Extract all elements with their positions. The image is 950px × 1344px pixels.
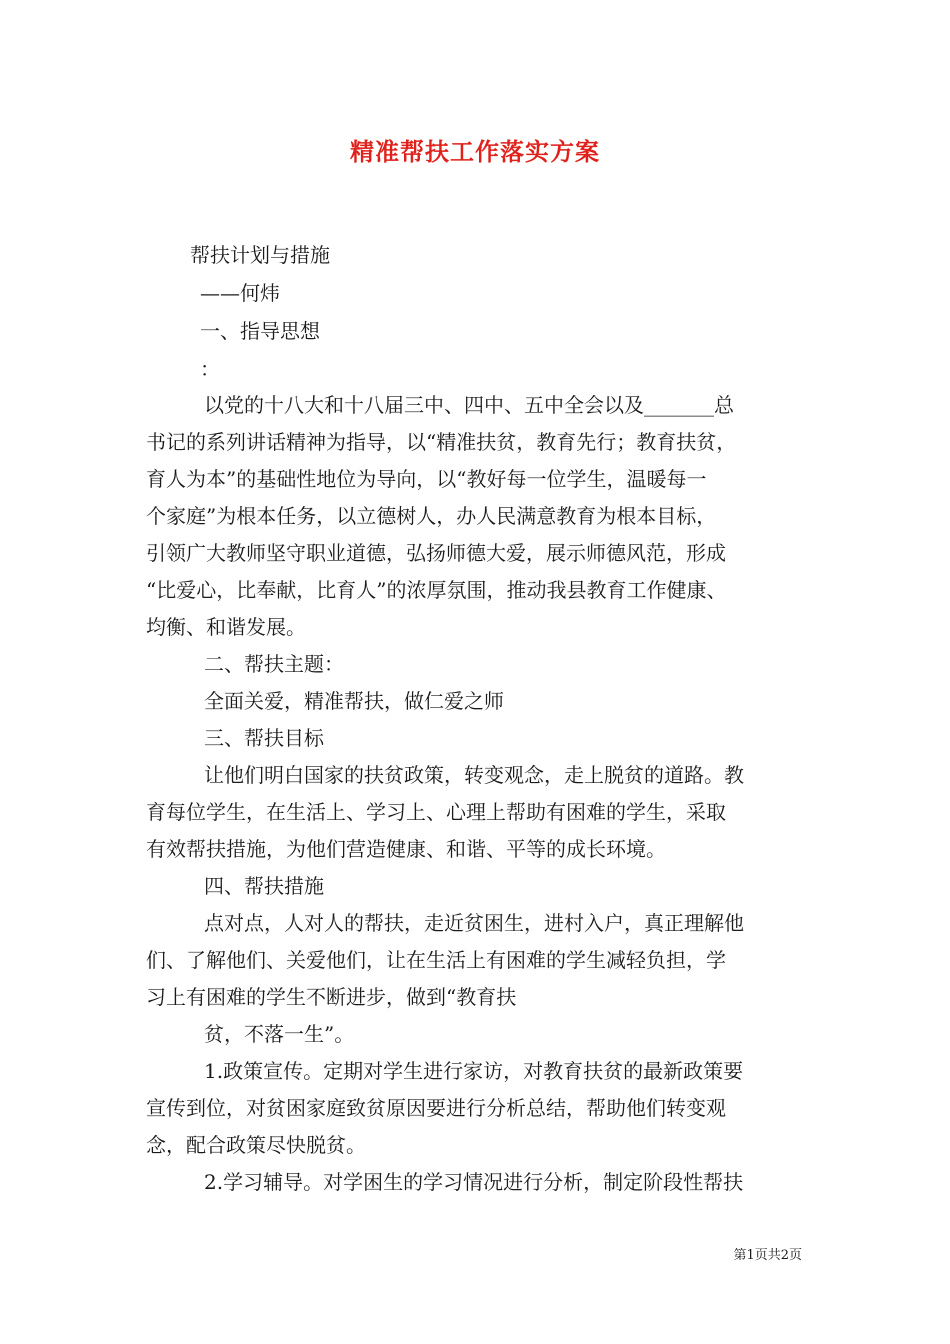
paragraph-line: 1.政策宣传。定期对学生进行家访，对教育扶贫的最新政策要 <box>204 1059 744 1083</box>
line-section-4: 四、帮扶措施 <box>204 874 324 898</box>
paragraph-line: 贫，不落一生”。 <box>204 1022 355 1046</box>
paragraph-line: 均衡、和谐发展。 <box>146 615 306 639</box>
paragraph-line: 育每位学生，在生活上、学习上、心理上帮助有困难的学生，采取 <box>146 800 726 824</box>
line-section-1: 一、指导思想 <box>200 319 320 343</box>
line-section-3: 三、帮扶目标 <box>204 726 324 750</box>
paragraph-line: 们、了解他们、关爱他们，让在生活上有困难的学生减轻负担，学 <box>146 948 726 972</box>
paragraph-line: 让他们明白国家的扶贫政策，转变观念，走上脱贫的道路。教 <box>204 763 744 787</box>
paragraph-line: 引领广大教师坚守职业道德，弘扬师德大爱，展示师德风范，形成 <box>146 541 726 565</box>
line-section-2: 二、帮扶主题： <box>204 652 344 676</box>
paragraph-line: 书记的系列讲话精神为指导，以“精准扶贫，教育先行；教育扶贫， <box>146 430 737 454</box>
line-author: ——何炜 <box>200 281 280 305</box>
paragraph-line: 个家庭”为根本任务，以立德树人，办人民满意教育为根本目标， <box>146 504 717 528</box>
paragraph-line: 以党的十八大和十八届三中、四中、五中全会以及_______总 <box>204 393 734 417</box>
paragraph-line: 2.学习辅导。对学困生的学习情况进行分析，制定阶段性帮扶 <box>204 1170 744 1194</box>
paragraph-line: 宣传到位，对贫困家庭致贫原因要进行分析总结，帮助他们转变观 <box>146 1096 726 1120</box>
paragraph-line: 全面关爱，精准帮扶，做仁爱之师 <box>204 689 504 713</box>
line-plan-heading: 帮扶计划与措施 <box>190 243 330 267</box>
line-colon: ： <box>200 357 220 381</box>
paragraph-line: “比爱心，比奉献，比育人”的浓厚氛围，推动我县教育工作健康、 <box>146 578 727 602</box>
paragraph-line: 点对点，人对人的帮扶，走近贫困生，进村入户，真正理解他 <box>204 911 744 935</box>
page-number: 第1页共2页 <box>733 1248 802 1263</box>
paragraph-line: 有效帮扶措施，为他们营造健康、和谐、平等的成长环境。 <box>146 837 666 861</box>
document-title: 精准帮扶工作落实方案 <box>350 137 600 166</box>
paragraph-line: 习上有困难的学生不断进步，做到“教育扶 <box>146 985 517 1009</box>
paragraph-line: 念，配合政策尽快脱贫。 <box>146 1133 366 1157</box>
paragraph-line: 育人为本”的基础性地位为导向，以“教好每一位学生，温暖每一 <box>146 467 707 491</box>
